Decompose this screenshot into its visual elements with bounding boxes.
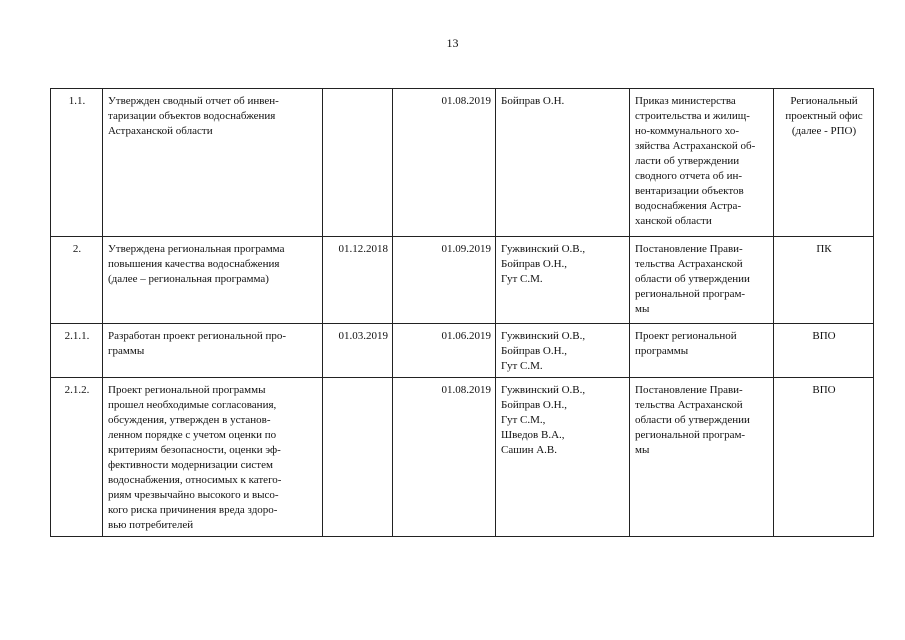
end-date-cell: 01.09.2019 [393,237,496,324]
task-cell: Утвержден сводный отчет об инвен- таризации объектов водоснабжения Астраханской области [103,89,323,237]
responsible-cell: Гужвинский О.В., Бойправ О.Н., Гут С.М. [496,324,630,378]
table-row [51,324,874,378]
table-row [51,237,874,324]
row-number: 2. [51,237,103,324]
document-cell: Приказ министерства строительства и жилищ- но-коммунального хо- зяйства Астраханской об- ласти об утверждении сводного отчета об ин- вентаризации объектов водоснабжения Астра- ханской области [630,89,774,237]
control-level-cell: ПК [774,237,874,324]
row-number: 2.1.2. [51,378,103,537]
document-cell: Постановление Прави- тельства Астраханской области об утверждении региональной програм- мы [630,237,774,324]
row-number: 2.1.1. [51,324,103,378]
task-cell: Утверждена региональная программа повышения качества водоснабжения (далее – региональная программа) [103,237,323,324]
start-date-cell: 01.03.2019 [323,324,393,378]
responsible-cell: Бойправ О.Н. [496,89,630,237]
document-cell: Постановление Прави- тельства Астраханской области об утверждении региональной програм- мы [630,378,774,537]
table-row [51,89,874,237]
start-date-cell [323,378,393,537]
end-date-cell: 01.08.2019 [393,378,496,537]
task-cell: Проект региональной программы прошел необходимые согласования, обсуждения, утвержден в установ- ленном порядке с учетом оценки по критериям безопасности, оценки эф- фективности модернизации систем водоснабжения, относимых к катего- риям чрезвычайно высокого и высо- кого риска причинения вреда здоро- вью потребителей [103,378,323,537]
control-level-cell: ВПО [774,378,874,537]
end-date-cell: 01.08.2019 [393,89,496,237]
plan-table [50,88,874,537]
responsible-cell: Гужвинский О.В., Бойправ О.Н., Гут С.М., Шведов В.А., Сашин А.В. [496,378,630,537]
control-level-cell: ВПО [774,324,874,378]
table-row [51,378,874,537]
start-date-cell: 01.12.2018 [323,237,393,324]
task-cell: Разработан проект региональной про- граммы [103,324,323,378]
document-cell: Проект региональной программы [630,324,774,378]
page-number: 13 [446,36,459,50]
responsible-cell: Гужвинский О.В., Бойправ О.Н., Гут С.М. [496,237,630,324]
end-date-cell: 01.06.2019 [393,324,496,378]
start-date-cell [323,89,393,237]
row-number: 1.1. [51,89,103,237]
control-level-cell: Региональный проектный офис (далее - РПО) [774,89,874,237]
